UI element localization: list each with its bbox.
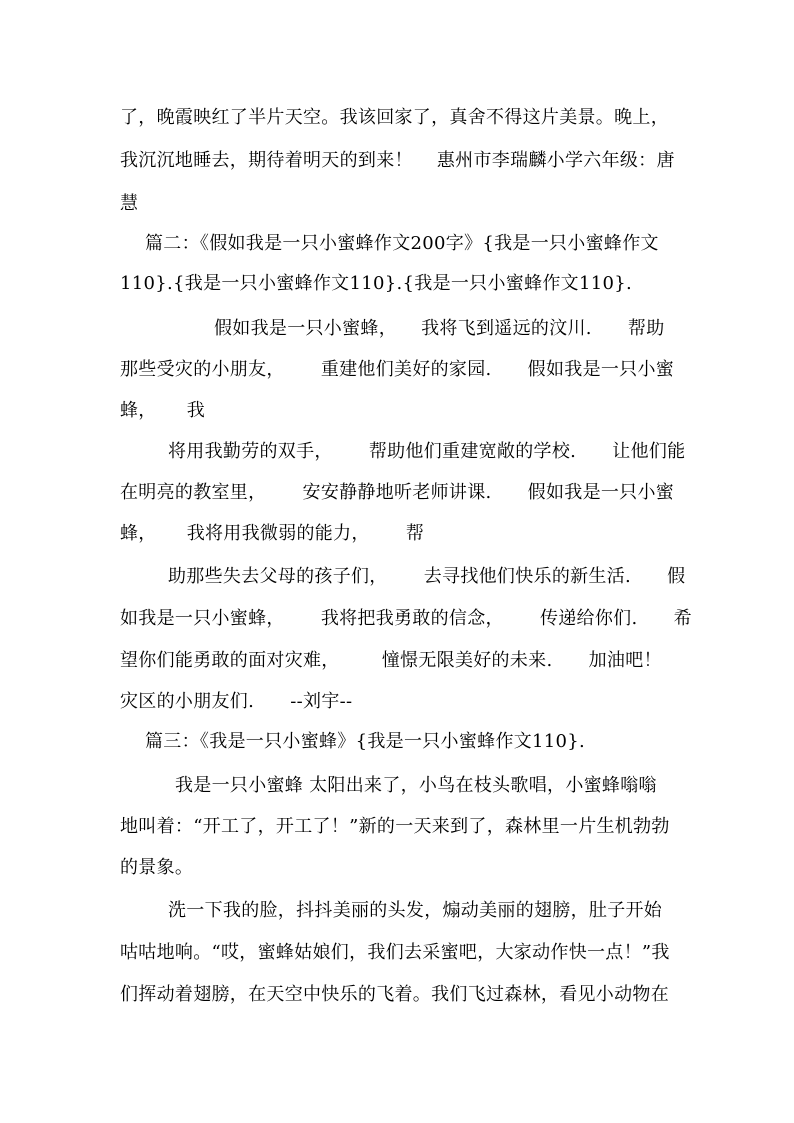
text-line: 蜂， 我将用我微弱的能力， 帮 xyxy=(120,523,425,544)
text-line: 慧 xyxy=(120,193,139,214)
text-line: 我是一只小蜜蜂 太阳出来了，小鸟在枝头歌唱，小蜜蜂嗡嗡 xyxy=(175,775,657,796)
text-line: 洗一下我的脸，抖抖美丽的头发，煽动美丽的翅膀，肚子开始 xyxy=(168,900,663,921)
text-line: 假如我是一只小蜜蜂， 我将飞到遥远的汶川. 帮助 xyxy=(214,318,665,339)
text-line: 如我是一只小蜜蜂， 我将把我勇敢的信念， 传递给你们. 希 xyxy=(120,608,692,629)
text-line: 那些受灾的小朋友， 重建他们美好的家园. 假如我是一只小蜜 xyxy=(120,359,675,380)
text-line: 在明亮的教室里， 安安静静地听老师讲课. 假如我是一只小蜜 xyxy=(120,482,675,503)
text-line: 地叫着：“开工了，开工了！”新的一天来到了，森林里一片生机勃勃 xyxy=(120,816,670,837)
text-line: 望你们能勇敢的面对灾难， 憧憬无限美好的未来. 加油吧！ xyxy=(120,650,662,671)
text-line: 我沉沉地睡去，期待着明天的到来！ 惠州市李瑞麟小学六年级：唐 xyxy=(120,150,675,171)
text-line: 了，晚霞映红了半片天空。我该回家了，真舍不得这片美景。晚上， xyxy=(120,107,669,128)
section-heading: 篇三：《我是一只小蜜蜂》{我是一只小蜜蜂作文110}. xyxy=(145,731,586,752)
text-line: 助那些失去父母的孩子们， 去寻找他们快乐的新生活. 假 xyxy=(168,566,686,587)
text-line: 灾区的小朋友们. --刘宇-- xyxy=(120,691,353,712)
text-line: 们挥动着翅膀，在天空中快乐的飞着。我们飞过森林，看见小动物在 xyxy=(120,984,669,1005)
text-line: 的景象。 xyxy=(120,857,194,878)
section-heading: 篇二：《假如我是一只小蜜蜂作文200字》{我是一只小蜜蜂作文 xyxy=(145,233,659,254)
text-line: 将用我勤劳的双手， 帮助他们重建宽敞的学校. 让他们能 xyxy=(168,441,686,462)
text-line: 110}.{我是一只小蜜蜂作文110}.{我是一只小蜜蜂作文110}. xyxy=(120,273,632,294)
text-line: 蜂， 我 xyxy=(120,400,206,421)
text-line: 咕咕地响。“哎，蜜蜂姑娘们，我们去采蜜吧，大家动作快一点！”我 xyxy=(120,942,670,963)
